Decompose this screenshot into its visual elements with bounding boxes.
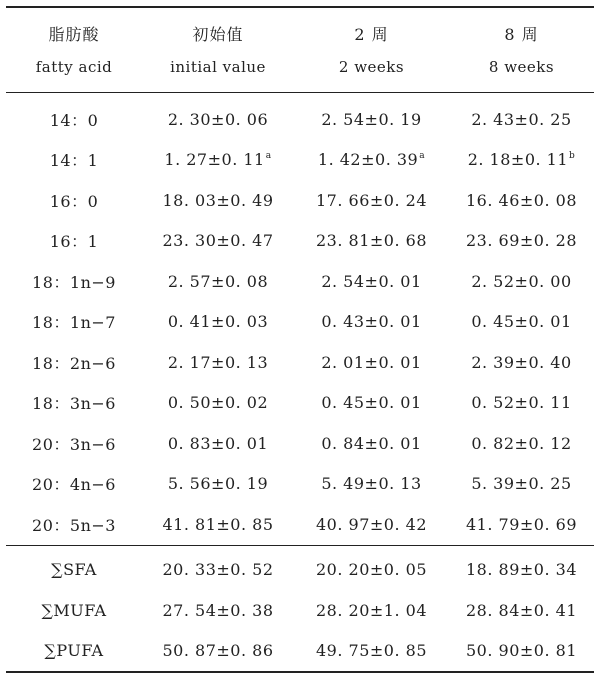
value-text: 0. 43±0. 01 (321, 312, 422, 332)
value-cell (449, 302, 594, 343)
value-text: 2. 54±0. 01 (321, 271, 422, 291)
value-text: 5. 39±0. 25 (471, 474, 572, 494)
value-text: 23. 30±0. 47 (162, 231, 274, 251)
table-header (6, 7, 594, 93)
sum-row (6, 545, 594, 590)
sum-label-cell: ∑PUFA (6, 631, 142, 673)
fatty-acid-cell: 14：0 (49, 110, 99, 130)
sum-value-cell: 28. 84±0. 41 (465, 600, 577, 620)
value-text: 23. 81±0. 68 (315, 231, 427, 251)
value-cell (449, 383, 594, 424)
value-cell (142, 342, 294, 383)
value-cell (449, 221, 594, 262)
table-row (6, 342, 594, 383)
sum-value-cell: 28. 20±1. 04 (315, 600, 427, 620)
table-body (6, 93, 594, 673)
value-cell (142, 383, 294, 424)
value-cell (294, 302, 449, 343)
value-cell (294, 383, 449, 424)
value-cell (142, 423, 294, 464)
value-text: 41. 79±0. 69 (465, 514, 577, 534)
value-cell (142, 464, 294, 505)
value-cell (142, 302, 294, 343)
value-cell (294, 464, 449, 505)
table-row (6, 504, 594, 545)
significance-superscript: b (569, 151, 576, 162)
value-text: 2. 01±0. 01 (321, 352, 422, 372)
table-row (6, 464, 594, 505)
fatty-acid-cell: 18：3n−6 (32, 394, 116, 414)
value-text: 5. 56±0. 19 (167, 474, 269, 494)
fatty-acid-cell: 20：3n−6 (32, 434, 116, 454)
value-text: 2. 43±0. 25 (471, 109, 572, 129)
value-cell (449, 180, 594, 221)
value-cell (294, 261, 449, 302)
table-row (6, 140, 594, 181)
value-cell (449, 464, 594, 505)
sum-value-cell: 49. 75±0. 85 (294, 631, 449, 673)
value-text: 0. 50±0. 02 (167, 393, 269, 413)
value-cell (294, 140, 449, 181)
fatty-acid-cell: 18：1n−9 (32, 272, 116, 292)
fatty-acid-cell: 18：2n−6 (32, 353, 116, 373)
value-text: 2. 18±0. 11 (467, 150, 569, 170)
sum-value-cell: 18. 89±0. 34 (449, 545, 594, 590)
header-en-8weeks: 8 weeks (449, 52, 594, 93)
value-text: 2. 39±0. 40 (471, 352, 572, 372)
fatty-acid-cell: 20：4n−6 (32, 475, 116, 495)
sum-value-cell: 50. 90±0. 81 (449, 631, 594, 673)
table-row (6, 383, 594, 424)
value-cell (449, 261, 594, 302)
value-text: 0. 52±0. 11 (471, 393, 572, 413)
value-text: 17. 66±0. 24 (315, 190, 427, 210)
value-cell (142, 140, 294, 181)
fatty-acid-cell: 18：1n−7 (32, 313, 116, 333)
value-text: 0. 83±0. 01 (167, 433, 269, 453)
value-cell (294, 180, 449, 221)
header-row-english (6, 52, 594, 93)
value-cell (142, 261, 294, 302)
value-cell (294, 221, 449, 262)
table-row (6, 261, 594, 302)
sum-value-cell: 27. 54±0. 38 (162, 600, 274, 620)
value-cell (294, 423, 449, 464)
header-cn-fatty-acid: 脂肪酸 (6, 7, 142, 52)
sum-row (6, 631, 594, 673)
value-cell (449, 423, 594, 464)
table-row (6, 423, 594, 464)
value-text: 0. 82±0. 12 (471, 433, 572, 453)
value-text: 5. 49±0. 13 (321, 474, 422, 494)
value-text: 2. 17±0. 13 (167, 352, 269, 372)
header-en-initial: initial value (142, 52, 294, 93)
sum-row (6, 590, 594, 631)
value-cell (449, 504, 594, 545)
value-text: 0. 45±0. 01 (321, 393, 422, 413)
value-text: 23. 69±0. 28 (465, 231, 577, 251)
value-cell (142, 180, 294, 221)
value-text: 0. 84±0. 01 (321, 433, 422, 453)
fatty-acid-cell: 16：1 (49, 232, 99, 252)
header-cn-2weeks: 2 周 (294, 7, 449, 52)
value-cell (142, 504, 294, 545)
header-row-chinese (6, 7, 594, 52)
value-text: 2. 54±0. 19 (321, 109, 422, 129)
table-row (6, 93, 594, 140)
value-cell (449, 93, 594, 140)
value-text: 2. 57±0. 08 (167, 271, 269, 291)
header-en-fatty-acid: fatty acid (6, 52, 142, 93)
value-text: 0. 45±0. 01 (471, 312, 572, 332)
sum-value-cell: 20. 33±0. 52 (142, 545, 294, 590)
value-text: 1. 42±0. 39 (317, 150, 419, 170)
fatty-acid-cell: 16：0 (49, 191, 99, 211)
table-row (6, 302, 594, 343)
fatty-acid-cell: 14：1 (49, 151, 99, 171)
header-cn-initial: 初始值 (142, 7, 294, 52)
table-row (6, 221, 594, 262)
fatty-acid-table (6, 6, 594, 673)
sum-value-cell: 20. 20±0. 05 (294, 545, 449, 590)
fatty-acid-cell: 20：5n−3 (32, 515, 116, 535)
value-text: 2. 52±0. 00 (471, 271, 572, 291)
value-text: 40. 97±0. 42 (315, 514, 427, 534)
value-text: 16. 46±0. 08 (465, 190, 577, 210)
value-text: 2. 30±0. 06 (167, 109, 269, 129)
table-row (6, 180, 594, 221)
header-en-2weeks: 2 weeks (294, 52, 449, 93)
sum-value-cell: 50. 87±0. 86 (142, 631, 294, 673)
sum-label-cell: ∑MUFA (41, 600, 107, 620)
value-text: 1. 27±0. 11 (164, 150, 265, 170)
value-cell (449, 342, 594, 383)
significance-superscript: a (419, 151, 426, 162)
value-cell (142, 221, 294, 262)
value-cell (294, 504, 449, 545)
value-cell (294, 342, 449, 383)
value-text: 0. 41±0. 03 (167, 312, 269, 332)
sum-label-cell: ∑SFA (6, 545, 142, 590)
value-cell (294, 93, 449, 140)
significance-superscript: a (265, 151, 272, 162)
value-text: 18. 03±0. 49 (162, 190, 274, 210)
value-cell (142, 93, 294, 140)
header-cn-8weeks: 8 周 (449, 7, 594, 52)
value-text: 41. 81±0. 85 (162, 514, 274, 534)
value-cell (449, 140, 594, 181)
